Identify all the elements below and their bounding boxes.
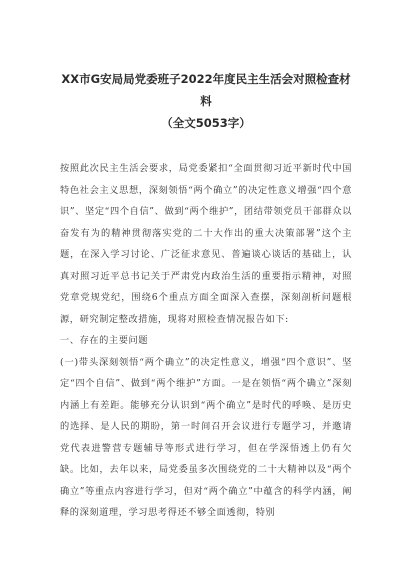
- subsection-paragraph: (一)带头深刻领悟“两个确立”的决定性意义，增强“四个意识”、坚定“四个自信”、做到“两个维护”方面。一是在领悟“两个确立”深刻内涵上有差距。能够充分认识到“两个确立”是时代的呼唤、是历史的选择、是人民的期盼，第一时间召开会议进行专题学习，并邀请党代表进警营专题辅导等形式进行学习，但在学深悟透上仍有欠缺。比如，去年以来，局党委虽多次围绕党的二十大精神以及“两个确立”等重点内容进行学习，但对“两个确立”中蕴含的科学内涵，阐释的深刻道理，学习思考得还不够全面透彻，特别: [60, 356, 352, 518]
- section-heading: 一、存在的主要问题: [60, 335, 149, 346]
- document-title: XX市G安局局党委班子2022年度民主生活会对照检查材料: [61, 72, 351, 108]
- document-subtitle: （全文5053字）: [161, 116, 251, 130]
- intro-paragraph: 按照此次民主生活会要求，局党委紧扣“全面贯彻习近平新时代中国特色社会主义思想，深刻领悟“两个确立”的决定性意义增强“四个意识”、坚定“四个自信”、做到“两个维护”，团结带领党员干部群众以奋发有为的精神贯彻落实党的二十大作出的重大决策部署”这个主题，在深入学习讨论、广泛征求意见、普遍谈心谈话的基础上，认真对照习近平总书记关于严肃党内政治生活的重要指示精神，对照党章党规党纪，围绕6个重点方面全面深入查摆，深刻剖析问题根源，研究制定整改措施，现将对照检查情况报告如下:: [60, 163, 352, 325]
